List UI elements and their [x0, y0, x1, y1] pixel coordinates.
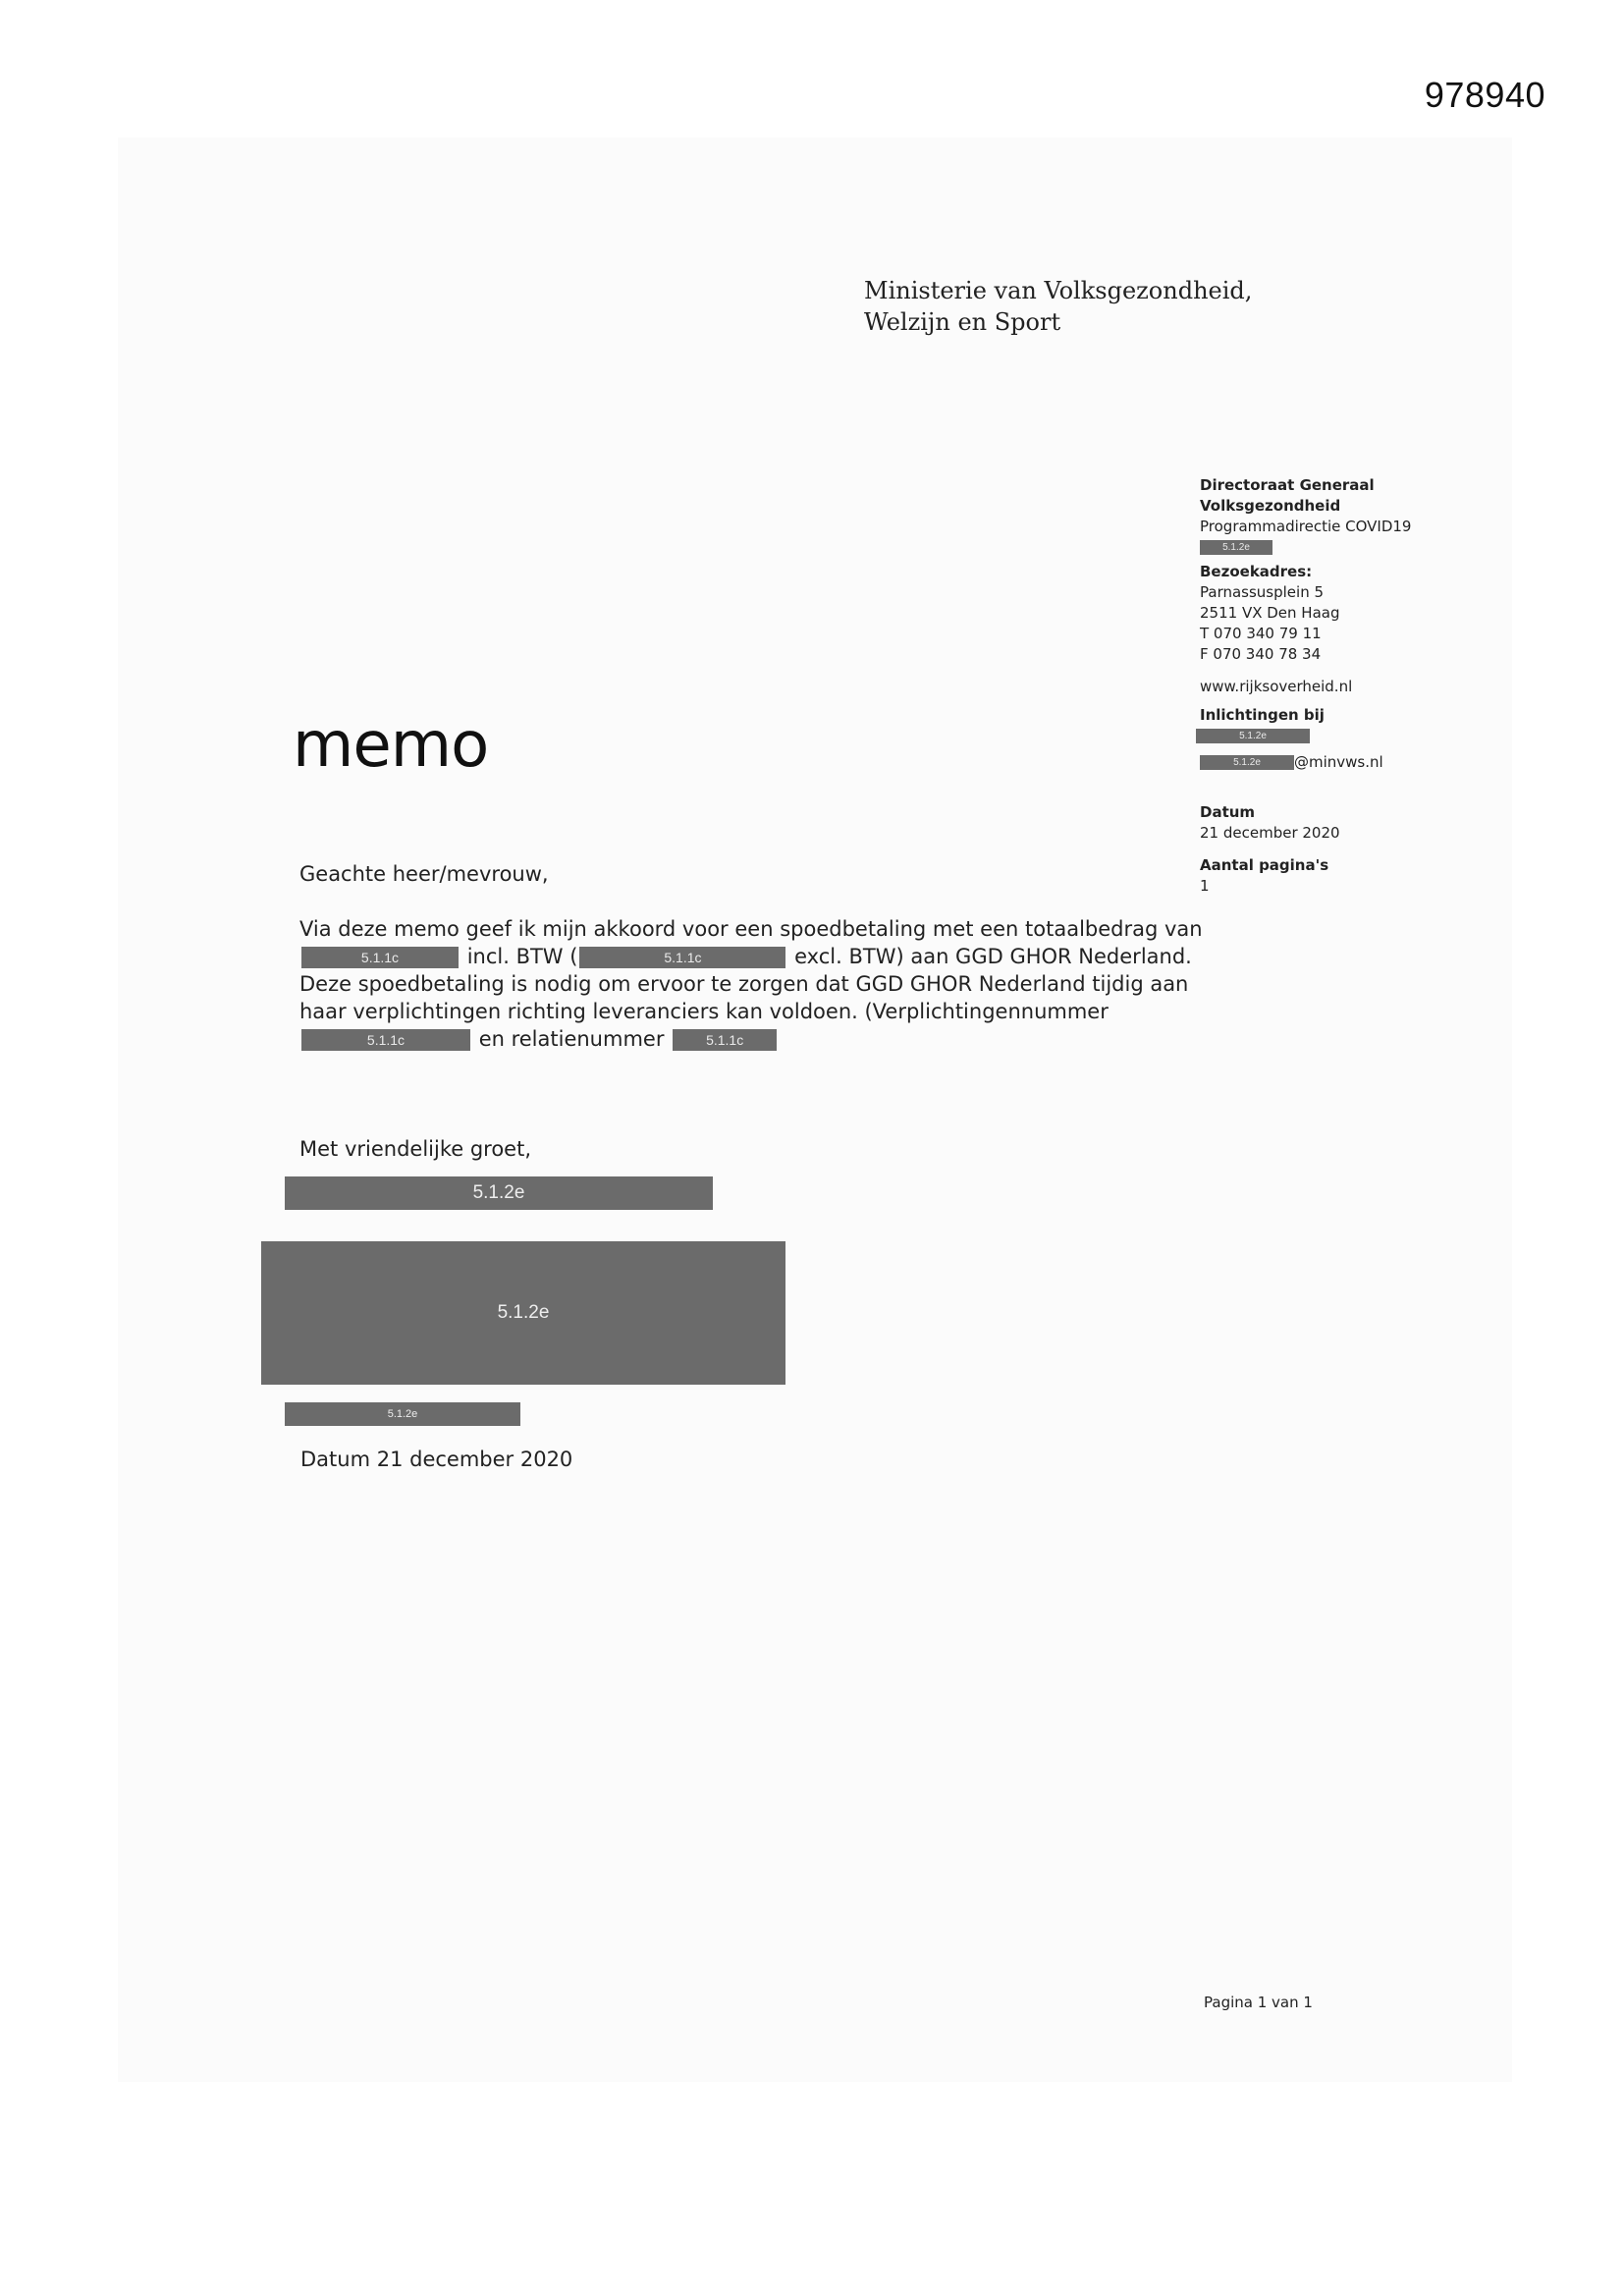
- memo-title: memo: [293, 709, 489, 782]
- memo-body: [299, 860, 1203, 1163]
- sidebar-pages-value: 1: [1200, 877, 1210, 895]
- sidebar-dept-line-2: Volksgezondheid: [1200, 497, 1341, 515]
- sidebar-website: www.rijksoverheid.nl: [1200, 678, 1353, 695]
- redaction-obligation-number: 5.1.1c: [301, 1029, 470, 1051]
- paragraph-text-3: excl. BTW) aan GGD GHOR Nederland. Deze spoedbetaling is nodig om ervoor te zorgen dat GGD GHOR Nederland tijdig aan haar verplichtingen richting leveranciers kan voldoen. (Verplichtingennummer: [299, 945, 1192, 1023]
- closing-greeting: Met vriendelijke groet,: [299, 1137, 532, 1161]
- sidebar-fax: F 070 340 78 34: [1200, 645, 1322, 663]
- sidebar-visit-label: Bezoekadres:: [1200, 563, 1313, 580]
- sidebar-email-suffix: @minvws.nl: [1294, 753, 1383, 771]
- redaction-dept: 5.1.2e: [1200, 540, 1272, 555]
- salutation: Geachte heer/mevrouw,: [299, 862, 549, 886]
- redaction-signatory-function: 5.1.2e: [285, 1402, 520, 1426]
- redaction-amount-excl: 5.1.1c: [579, 947, 785, 968]
- sidebar-dept-line-3: Programmadirectie COVID19: [1200, 518, 1412, 535]
- paragraph-text-1: Via deze memo geef ik mijn akkoord voor een spoedbetaling met een totaalbedrag van: [299, 917, 1203, 941]
- redaction-signatory-name: 5.1.2e: [285, 1176, 713, 1210]
- memo-date-line: Datum 21 december 2020: [300, 1448, 573, 1471]
- ministry-line-2: Welzijn en Sport: [864, 308, 1061, 336]
- document-id: 978940: [1424, 75, 1545, 115]
- redaction-amount-incl: 5.1.1c: [301, 947, 459, 968]
- memo-paragraph: [299, 915, 1203, 1053]
- page-number: Pagina 1 van 1: [1204, 1994, 1313, 2011]
- sidebar-address-line-1: Parnassusplein 5: [1200, 583, 1325, 601]
- sidebar-address-line-2: 2511 VX Den Haag: [1200, 604, 1340, 622]
- redaction-relation-number: 5.1.1c: [673, 1029, 777, 1051]
- sidebar-dept-line-1: Directoraat Generaal: [1200, 476, 1375, 494]
- ministry-logo-text: [864, 275, 1252, 338]
- ministry-line-1: Ministerie van Volksgezondheid,: [864, 277, 1253, 304]
- redaction-signature: 5.1.2e: [261, 1241, 785, 1385]
- sidebar-info-label: Inlichtingen bij: [1200, 706, 1325, 724]
- sidebar-date-label: Datum: [1200, 803, 1256, 821]
- redaction-email: 5.1.2e: [1200, 755, 1294, 770]
- letterhead-sidebar: [1200, 475, 1455, 897]
- sidebar-date-value: 21 december 2020: [1200, 824, 1340, 842]
- redaction-contact-name: 5.1.2e: [1196, 729, 1310, 743]
- paragraph-text-4: en relatienummer: [478, 1027, 665, 1051]
- sidebar-phone: T 070 340 79 11: [1200, 625, 1322, 642]
- sidebar-pages-label: Aantal pagina's: [1200, 856, 1329, 874]
- paragraph-text-2: incl. BTW (: [466, 945, 578, 968]
